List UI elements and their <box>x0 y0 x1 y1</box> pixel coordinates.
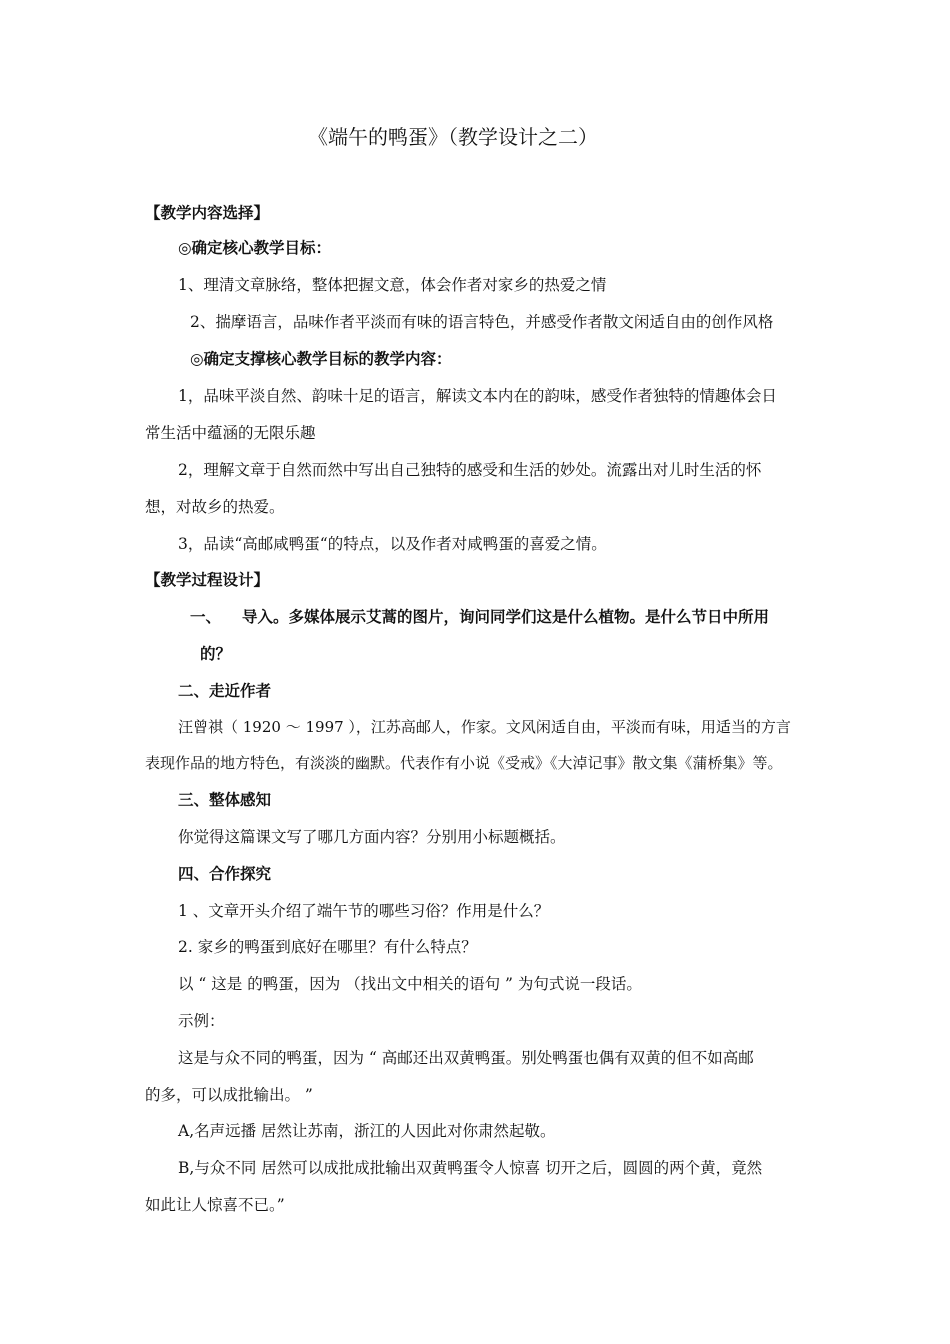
step-3-heading: 三、整体感知 <box>178 791 272 809</box>
author-intro-line-1: 汪曾祺（ 1920 ～ 1997 ），江苏高邮人，作家。文风闲适自由，平淡而有味，用适当的方言 <box>178 718 791 736</box>
content-item-1-line-2: 常生活中蕴涵的无限乐趣 <box>145 424 316 442</box>
sentence-pattern: 以 “ 这是 的鸭蛋，因为 （找出文中相关的语句 ” 为句式说一段话。 <box>178 975 642 993</box>
support-content-heading: ◎确定支撑核心教学目标的教学内容： <box>190 350 452 368</box>
example-line-2: 的多，可以成批输出。 ” <box>145 1086 313 1104</box>
section-heading-process-design: 【教学过程设计】 <box>145 571 270 589</box>
step-1-text: 导入。多媒体展示艾蒿的图片，询问同学们这是什么植物。是什么节日中所用 <box>242 608 770 626</box>
step-1-line-2: 的？ <box>200 645 232 663</box>
step-1-line-1 <box>190 607 769 627</box>
content-item-2-line-1: 2，理解文章于自然而然中写出自己独特的感受和生活的妙处。流露出对儿时生活的怀 <box>178 461 762 479</box>
step-3-text: 你觉得这篇课文写了哪几方面内容？分别用小标题概括。 <box>178 828 566 846</box>
goal-item-1: 1、理清文章脉络，整体把握文意，体会作者对家乡的热爱之情 <box>178 276 607 294</box>
question-2: 2. 家乡的鸭蛋到底好在哪里？有什么特点？ <box>178 938 477 956</box>
step-4-heading: 四、合作探究 <box>178 865 272 883</box>
page-title: 《端午的鸭蛋》（教学设计之二） <box>308 125 598 149</box>
example-line-1: 这是与众不同的鸭蛋，因为 “ 高邮还出双黄鸭蛋。别处鸭蛋也偶有双黄的但不如高邮 <box>178 1049 754 1067</box>
example-a: A,名声远播 居然让苏南，浙江的人因此对你肃然起敬。 <box>178 1122 556 1140</box>
step-2-heading: 二、走近作者 <box>178 682 272 700</box>
step-1-number: 一、 <box>190 608 222 626</box>
content-item-3: 3，品读“高邮咸鸭蛋“的特点，以及作者对咸鸭蛋的喜爱之情。 <box>178 535 607 553</box>
content-item-1-line-1: 1，品味平淡自然、韵味十足的语言，解读文本内在的韵味，感受作者独特的情趣体会日 <box>178 387 777 405</box>
author-intro-line-2: 表现作品的地方特色，有淡淡的幽默。代表作有小说《受戒》《大淖记事》散文集《蒲桥集》等。 <box>145 754 783 772</box>
content-item-2-line-2: 想，对故乡的热爱。 <box>145 498 285 516</box>
example-label: 示例： <box>178 1012 225 1030</box>
section-heading-content-selection: 【教学内容选择】 <box>145 204 270 222</box>
example-b-line-2: 如此让人惊喜不已。” <box>145 1196 285 1214</box>
goal-item-2: 2、揣摩语言，品味作者平淡而有味的语言特色，并感受作者散文闲适自由的创作风格 <box>190 313 774 331</box>
example-b-line-1: B,与众不同 居然可以成批成批输出双黄鸭蛋令人惊喜 切开之后，圆圆的两个黄，竟然 <box>178 1159 763 1177</box>
question-1: 1 、文章开头介绍了端午节的哪些习俗？作用是什么？ <box>178 902 550 920</box>
core-goal-heading: ◎确定核心教学目标： <box>178 239 332 257</box>
